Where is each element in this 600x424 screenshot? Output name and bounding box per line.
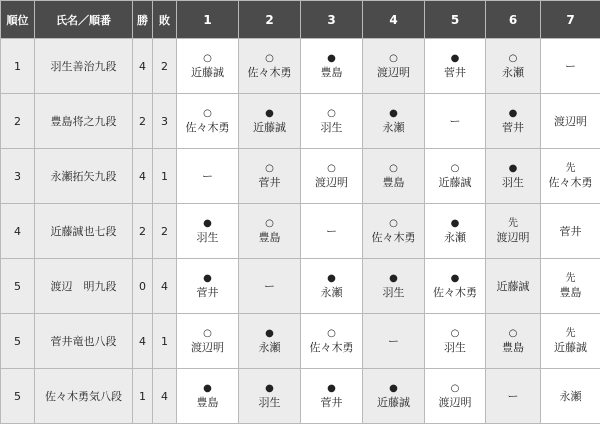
game-cell	[486, 204, 541, 259]
opponent-name: 佐々木勇	[301, 340, 362, 355]
result-mark: ○	[363, 162, 424, 175]
result-mark: 先	[541, 162, 600, 175]
game-cell	[425, 94, 486, 149]
opponent-name: 佐々木勇	[541, 175, 600, 190]
opponent-name: 菅井	[541, 224, 600, 239]
opponent-name: 近藤誠	[239, 120, 300, 135]
opponent-name: 渡辺明	[177, 340, 238, 355]
losses-cell: 4	[153, 259, 177, 314]
result-mark: ●	[301, 272, 362, 285]
rank-cell: 2	[1, 94, 35, 149]
opponent-name: 永瀬	[425, 230, 485, 245]
game-cell	[301, 204, 363, 259]
opponent-name: 豊島	[239, 230, 300, 245]
result-mark: ●	[425, 272, 485, 285]
opponent-name: 佐々木勇	[425, 285, 485, 300]
game-cell	[301, 149, 363, 204]
result-mark: ●	[486, 162, 540, 175]
game-cell	[177, 314, 239, 369]
result-mark: ○	[425, 327, 485, 340]
opponent-name: ー	[363, 334, 424, 349]
opponent-name: 近藤誠	[541, 340, 600, 355]
opponent-name: 豊島	[486, 340, 540, 355]
game-cell	[425, 39, 486, 94]
result-mark: 先	[541, 327, 600, 340]
opponent-name: 渡辺明	[425, 395, 485, 410]
rank-cell: 5	[1, 259, 35, 314]
opponent-name: ー	[177, 169, 238, 184]
game-cell	[177, 94, 239, 149]
game-cell	[239, 369, 301, 424]
result-mark: ○	[177, 52, 238, 65]
losses-cell: 2	[153, 39, 177, 94]
result-mark: ○	[363, 217, 424, 230]
wins-cell: 2	[133, 94, 153, 149]
opponent-name: 佐々木勇	[239, 65, 300, 80]
result-mark: ●	[177, 217, 238, 230]
table-row	[1, 149, 600, 204]
opponent-name: 豊島	[363, 175, 424, 190]
opponent-name: 永瀬	[301, 285, 362, 300]
table-row	[1, 314, 600, 369]
game-cell	[363, 369, 425, 424]
losses-cell: 1	[153, 314, 177, 369]
opponent-name: 豊島	[177, 395, 238, 410]
game-cell	[177, 259, 239, 314]
result-mark: ●	[425, 52, 485, 65]
game-cell	[541, 39, 600, 94]
game-cell	[239, 204, 301, 259]
result-mark: ○	[301, 162, 362, 175]
opponent-name: ー	[239, 279, 300, 294]
wins-cell: 0	[133, 259, 153, 314]
result-mark: ●	[177, 382, 238, 395]
opponent-name: 菅井	[486, 120, 540, 135]
result-mark: ○	[239, 162, 300, 175]
game-cell	[363, 259, 425, 314]
result-mark: ○	[425, 382, 485, 395]
wins-cell: 1	[133, 369, 153, 424]
game-cell	[486, 314, 541, 369]
player-name: 菅井竜也八段	[35, 314, 133, 369]
rank-cell: 3	[1, 149, 35, 204]
game-cell	[541, 259, 600, 314]
game-cell	[177, 204, 239, 259]
game-cell	[486, 149, 541, 204]
opponent-name: 羽生	[486, 175, 540, 190]
result-mark: ○	[239, 52, 300, 65]
result-mark: ●	[363, 272, 424, 285]
game-cell	[541, 204, 600, 259]
result-mark: ○	[486, 52, 540, 65]
game-cell	[363, 204, 425, 259]
table-row	[1, 94, 600, 149]
opponent-name: ー	[486, 389, 540, 404]
result-mark: ●	[363, 382, 424, 395]
result-mark: ○	[177, 327, 238, 340]
result-mark: ●	[239, 327, 300, 340]
game-cell	[239, 259, 301, 314]
opponent-name: 豊島	[301, 65, 362, 80]
rank-cell: 5	[1, 369, 35, 424]
result-mark: ●	[177, 272, 238, 285]
opponent-name: 菅井	[177, 285, 238, 300]
rank-cell: 4	[1, 204, 35, 259]
header-round-1: 1	[177, 1, 239, 39]
header-round-2: 2	[239, 1, 301, 39]
header-wins: 勝	[133, 1, 153, 39]
opponent-name: 近藤誠	[177, 65, 238, 80]
game-cell	[239, 149, 301, 204]
result-mark: ●	[239, 382, 300, 395]
header-round-5: 5	[425, 1, 486, 39]
game-cell	[425, 259, 486, 314]
game-cell	[363, 39, 425, 94]
game-cell	[363, 94, 425, 149]
rank-cell: 1	[1, 39, 35, 94]
header-round-4: 4	[363, 1, 425, 39]
losses-cell: 4	[153, 369, 177, 424]
header-name: 氏名／順番	[35, 1, 133, 39]
opponent-name: ー	[301, 224, 362, 239]
table-row	[1, 259, 600, 314]
opponent-name: 渡辺明	[486, 230, 540, 245]
losses-cell: 2	[153, 204, 177, 259]
game-cell	[541, 369, 600, 424]
result-mark: 先	[541, 272, 600, 285]
opponent-name: 永瀬	[239, 340, 300, 355]
rank-cell: 5	[1, 314, 35, 369]
game-cell	[425, 369, 486, 424]
player-name: 豊島将之九段	[35, 94, 133, 149]
result-mark: ○	[239, 217, 300, 230]
player-name: 渡辺 明九段	[35, 259, 133, 314]
game-cell	[301, 369, 363, 424]
table-row	[1, 369, 600, 424]
opponent-name: ー	[425, 114, 485, 129]
game-cell	[177, 39, 239, 94]
opponent-name: 羽生	[301, 120, 362, 135]
result-mark: ●	[301, 382, 362, 395]
opponent-name: 永瀬	[486, 65, 540, 80]
opponent-name: 羽生	[425, 340, 485, 355]
wins-cell: 4	[133, 314, 153, 369]
result-mark: 先	[486, 217, 540, 230]
table-row	[1, 204, 600, 259]
result-mark: ●	[363, 107, 424, 120]
result-mark: ○	[301, 107, 362, 120]
player-name: 羽生善治九段	[35, 39, 133, 94]
opponent-name: ー	[541, 59, 600, 74]
losses-cell: 3	[153, 94, 177, 149]
result-mark: ○	[425, 162, 485, 175]
opponent-name: 永瀬	[541, 389, 600, 404]
result-mark: ●	[301, 52, 362, 65]
wins-cell: 4	[133, 39, 153, 94]
game-cell	[363, 149, 425, 204]
opponent-name: 菅井	[425, 65, 485, 80]
result-mark: ○	[177, 107, 238, 120]
opponent-name: 羽生	[239, 395, 300, 410]
opponent-name: 羽生	[177, 230, 238, 245]
game-cell	[486, 369, 541, 424]
table-row	[1, 39, 600, 94]
opponent-name: 近藤誠	[486, 279, 540, 294]
game-cell	[301, 94, 363, 149]
opponent-name: 近藤誠	[425, 175, 485, 190]
game-cell	[301, 314, 363, 369]
header-losses: 敗	[153, 1, 177, 39]
header-round-3: 3	[301, 1, 363, 39]
opponent-name: 渡辺明	[363, 65, 424, 80]
result-mark: ○	[486, 327, 540, 340]
game-cell	[239, 314, 301, 369]
game-cell	[425, 204, 486, 259]
header-row	[1, 1, 600, 39]
losses-cell: 1	[153, 149, 177, 204]
opponent-name: 永瀬	[363, 120, 424, 135]
opponent-name: 佐々木勇	[177, 120, 238, 135]
opponent-name: 佐々木勇	[363, 230, 424, 245]
game-cell	[363, 314, 425, 369]
result-mark: ●	[425, 217, 485, 230]
game-cell	[239, 94, 301, 149]
game-cell	[177, 149, 239, 204]
game-cell	[541, 149, 600, 204]
game-cell	[541, 314, 600, 369]
header-rank: 順位	[1, 1, 35, 39]
game-cell	[541, 94, 600, 149]
game-cell	[425, 314, 486, 369]
player-name: 佐々木勇気八段	[35, 369, 133, 424]
game-cell	[486, 259, 541, 314]
header-round-7: 7	[541, 1, 600, 39]
result-mark: ○	[363, 52, 424, 65]
player-name: 近藤誠也七段	[35, 204, 133, 259]
game-cell	[239, 39, 301, 94]
wins-cell: 4	[133, 149, 153, 204]
opponent-name: 渡辺明	[301, 175, 362, 190]
game-cell	[301, 259, 363, 314]
game-cell	[301, 39, 363, 94]
opponent-name: 豊島	[541, 285, 600, 300]
wins-cell: 2	[133, 204, 153, 259]
opponent-name: 羽生	[363, 285, 424, 300]
result-mark: ●	[486, 107, 540, 120]
player-name: 永瀬拓矢九段	[35, 149, 133, 204]
game-cell	[425, 149, 486, 204]
opponent-name: 渡辺明	[541, 114, 600, 129]
result-mark: ○	[301, 327, 362, 340]
opponent-name: 近藤誠	[363, 395, 424, 410]
opponent-name: 菅井	[301, 395, 362, 410]
opponent-name: 菅井	[239, 175, 300, 190]
result-mark: ●	[239, 107, 300, 120]
header-round-6: 6	[486, 1, 541, 39]
game-cell	[177, 369, 239, 424]
game-cell	[486, 39, 541, 94]
game-cell	[486, 94, 541, 149]
